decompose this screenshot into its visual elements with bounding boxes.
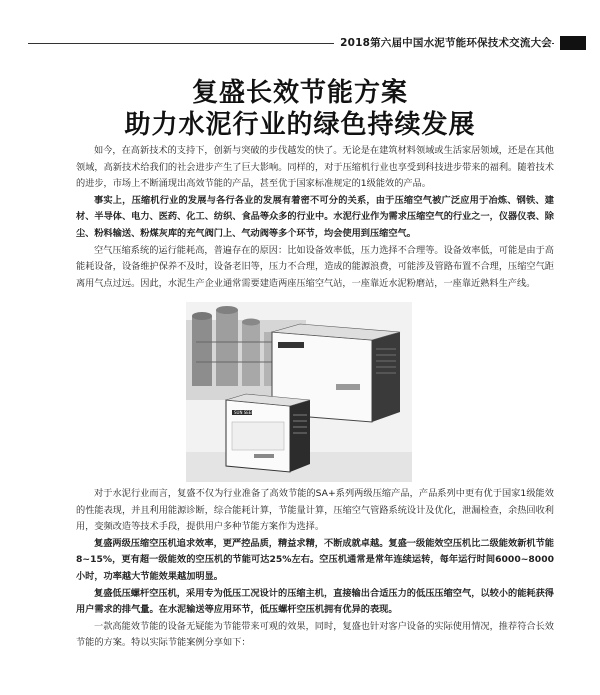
paragraph: 空气压缩系统的运行能耗高，普遍存在的原因：比如设备效率低，压力选择不合理等。设备效率低，可能是由于高能耗设备，设备维护保养不及时，设备老旧等，压力不合理，造成的能源浪费，可能涉及管路布置不合理，压缩空气距离用气点过远。因此，水泥生产企业通常需要建造两座压缩空气站，一座靠近水泥粉磨站，一座靠近熟料生产线。 — [76, 244, 554, 289]
brand-label: SUN SEEN — [234, 410, 255, 415]
paragraph: 一款高能效节能的设备无疑能为节能带来可观的效果，同时，复盛也针对客户设备的实际使用情况，推荐符合长效节能的方案。特以实际节能案例分享如下： — [76, 620, 554, 649]
page-header — [0, 16, 600, 49]
article-title-line-2: 助力水泥行业的绿色持续发展 — [124, 110, 476, 140]
article-title-line-1: 复盛长效节能方案 — [191, 78, 408, 108]
paragraph: 复盛低压螺杆空压机，采用专为低压工况设计的压缩主机，直接输出合适压力的低压压缩空气，以较小的能耗获得用户需求的排气量。在水泥输送等应用环节，低压螺杆空压机拥有优异的表现。 — [76, 587, 554, 616]
header-marker — [560, 36, 586, 50]
article-body-top — [76, 143, 554, 292]
product-photo — [186, 302, 412, 482]
paragraph: 复盛两级压缩空压机追求效率，更严控品质，精益求精，不断成就卓越。复盛一级能效空压机比二级能效新机节能8~15%，更有超一级能效的空压机的节能可达25%左右。空压机通常是常年连续运转，每年运行时间6000~8000小时，功率越大节能效果越加明显。 — [76, 537, 554, 582]
conference-name: 2018第六届中国水泥节能环保技术交流大会 — [334, 35, 552, 50]
paragraph: 如今，在高新技术的支持下，创新与突破的步伐越发的快了。无论是在建筑材料领域或生活家居领域，还是在其他领域，高新技术给我们的社会进步产生了巨大影响。同样的，对于压缩机行业也享受到科技进步带来的福利。随着技术的进步，市场上不断涌现出高效节能的产品，甚至优于国家标准规定的1级能效的产品。 — [76, 145, 554, 190]
article-body-bottom — [76, 486, 554, 652]
paragraph: 事实上，压缩机行业的发展与各行各业的发展有着密不可分的关系，由于压缩空气被广泛应用于冶炼、钢铁、建材、半导体、电力、医药、化工、纺织、食品等众多的行业中。水泥行业作为需求压缩空气的行业之一，仪器仪表、除尘、粉料输送、粉煤灰库的充气阀门上、气动阀等多个环节，均会使用到压缩空气。 — [76, 194, 554, 239]
compressor-illustration — [186, 302, 412, 482]
paragraph: 对于水泥行业而言，复盛不仅为行业准备了高效节能的SA+系列两级压缩产品，产品系列中更有优于国家1级能效的性能表现，并且利用能源诊断，综合能耗计算，节能量计算，压缩空气管路系统设计及优化，泄漏检查，余热回收利用，变频改造等技术手段，提供用户多种节能方案作为选择。 — [76, 488, 554, 533]
